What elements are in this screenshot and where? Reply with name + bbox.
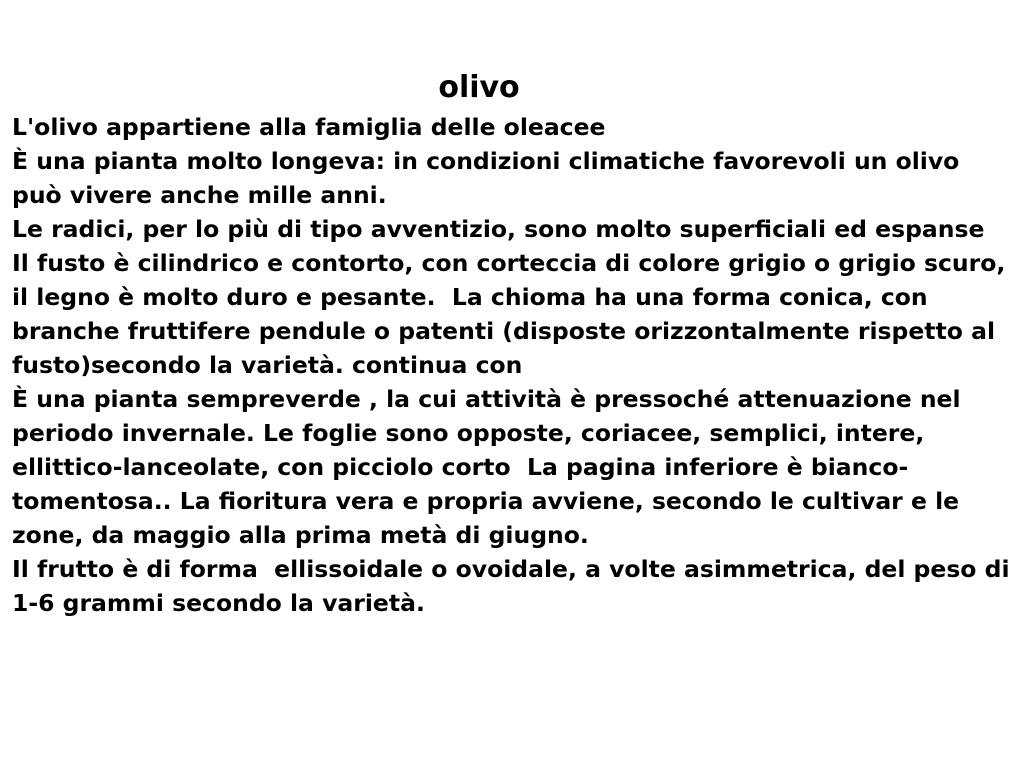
paragraph-trunk: Il fusto è cilindrico e contorto, con corteccia di colore grigio o grigio scuro, il legno è molto duro e pesante. La chioma ha una forma conica, con branche fruttifere pendule o patenti (disposte orizzontalmente rispetto al fusto)secondo la varietà. continua con [12,249,1014,379]
paragraph-longevity: È una pianta molto longeva: in condizioni climatiche favorevoli un olivo può vivere anche mille anni. [12,147,968,209]
slide-body [12,110,1018,620]
slide-title: olivo [438,70,520,105]
paragraph-family: L'olivo appartiene alla famiglia delle oleacee [12,113,606,141]
paragraph-leaves: È una pianta sempreverde , la cui attività è pressoché attenuazione nel periodo invernale. Le foglie sono opposte, coriacee, semplici, intere, ellittico-lanceolate, con picciolo corto La pagina inferiore è bianco-tomentosa.. La fioritura vera e propria avviene, secondo le cultivar e le zone, da maggio alla prima metà di giugno. [12,385,969,549]
paragraph-roots: Le radici, per lo più di tipo avventizio, sono molto superficiali ed espanse [12,215,985,243]
paragraph-fruit: Il frutto è di forma ellissoidale o ovoidale, a volte asimmetrica, del peso di 1-6 grammi secondo la varietà. [12,555,1018,617]
